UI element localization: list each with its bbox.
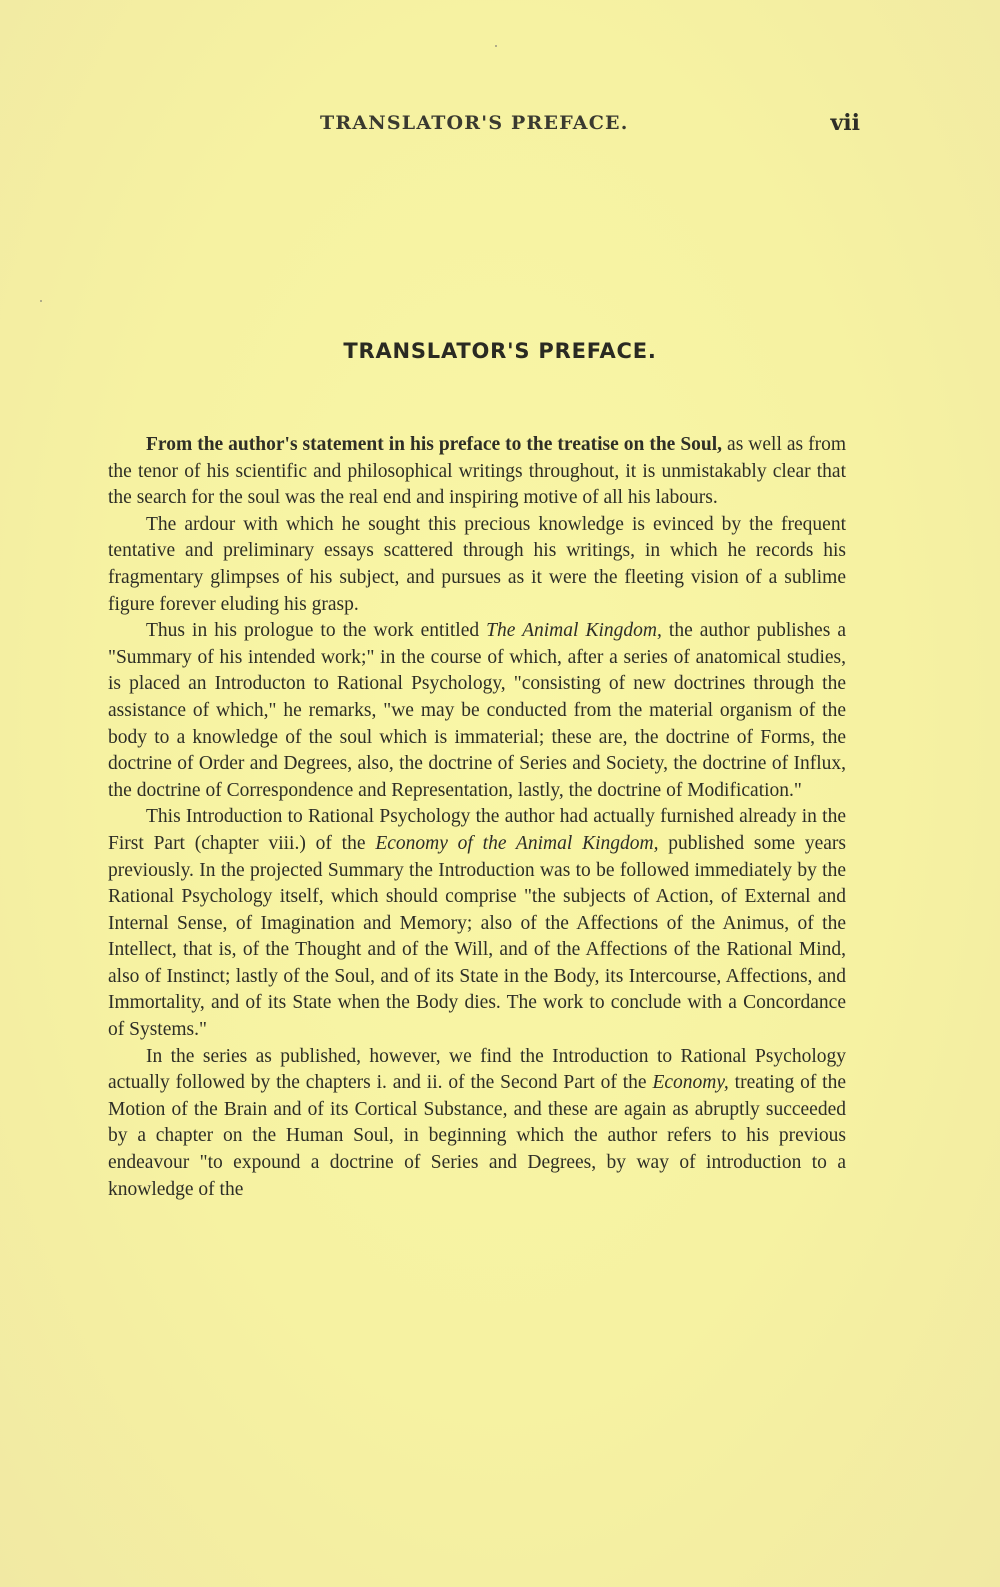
paragraph-text: This Introduction to Rational Psychology the author had actually furnished already in the First Part (chapter viii.) of the (108, 806, 846, 854)
paragraph (108, 618, 846, 804)
paper-speck (40, 300, 42, 302)
running-head (320, 112, 860, 142)
paragraph-text: the author publishes a "Summary of his intended work;" in the course of which, after a series of anatomical studies, is placed an Introducton to Rational Psychology, "consisting of new doctrines through the assistance of which," he remarks, "we may be conducted from the material organism of the body to a knowledge of the soul which is immaterial; these are, the doctrine of Forms, the doctrine of Order and Degrees, also, the doctrine of Series and Society, the doctrine of Influx, the doctrine of Correspondence and Representation, lastly, the doctrine of Modification." (108, 620, 846, 801)
paragraph-text: published some years previously. In the projected Summary the Introduction was to be followed immediately by the Rational Psychology itself, which should comprise "the subjects of Action, of External and Internal Sense, of Imagination and Memory; also of the Affections of the Animus, of the Intellect, that is, of the Thought and of the Will, and of the Affections of the Rational Mind, also of Instinct; lastly of the Soul, and of its State in the Body, its Intercourse, Affections, and Immortality, and of its State when the Body dies. The work to conclude with a Concordance of Systems." (108, 832, 847, 1041)
paragraph-text: treating of the Motion of the Brain and of its Cortical Substance, and these are again as abruptly succeeded by a chapter on the Human Soul, in beginning which the author refers to his previous endeavour "to expound a doctrine of Series and Degrees, by way of introduction to a knowledge of the (108, 1072, 846, 1200)
paragraph-lead: From the author's statement in his preface to the treatise on the Soul, (146, 434, 723, 455)
paragraph-text: In the series as published, however, we find the Introduction to Rational Psychology actually followed by the chapters i. and ii. of the Second Part of the (108, 1045, 846, 1094)
book-title: Economy, (652, 1072, 729, 1094)
book-title: The Animal Kingdom, (486, 620, 662, 642)
body-text (108, 432, 846, 1203)
paragraph-text: as well as from the tenor of his scientific and philosophical writings throughout, it is unmistakably clear that the search for the soul was the real end and inspiring motive of all his labours. (108, 434, 846, 509)
running-head-title: TRANSLATOR'S PREFACE. (320, 112, 629, 134)
paragraph (108, 1044, 846, 1204)
paragraph (108, 804, 846, 1043)
paragraph: The ardour with which he sought this precious knowledge is evinced by the frequent tentative and preliminary essays scattered through his writings, in which he records his fragmentary glimpses of his subject, and pursues as it were the fleeting vision of a sublime figure forever eluding his grasp. (108, 513, 846, 615)
book-title: Economy of the Animal Kingdom, (375, 832, 659, 854)
paragraph-text: Thus in his prologue to the work entitled (146, 620, 487, 642)
page-number: vii (830, 110, 860, 136)
paper-speck (495, 45, 497, 47)
paragraph (108, 432, 846, 512)
chapter-title: TRANSLATOR'S PREFACE. (343, 339, 657, 363)
